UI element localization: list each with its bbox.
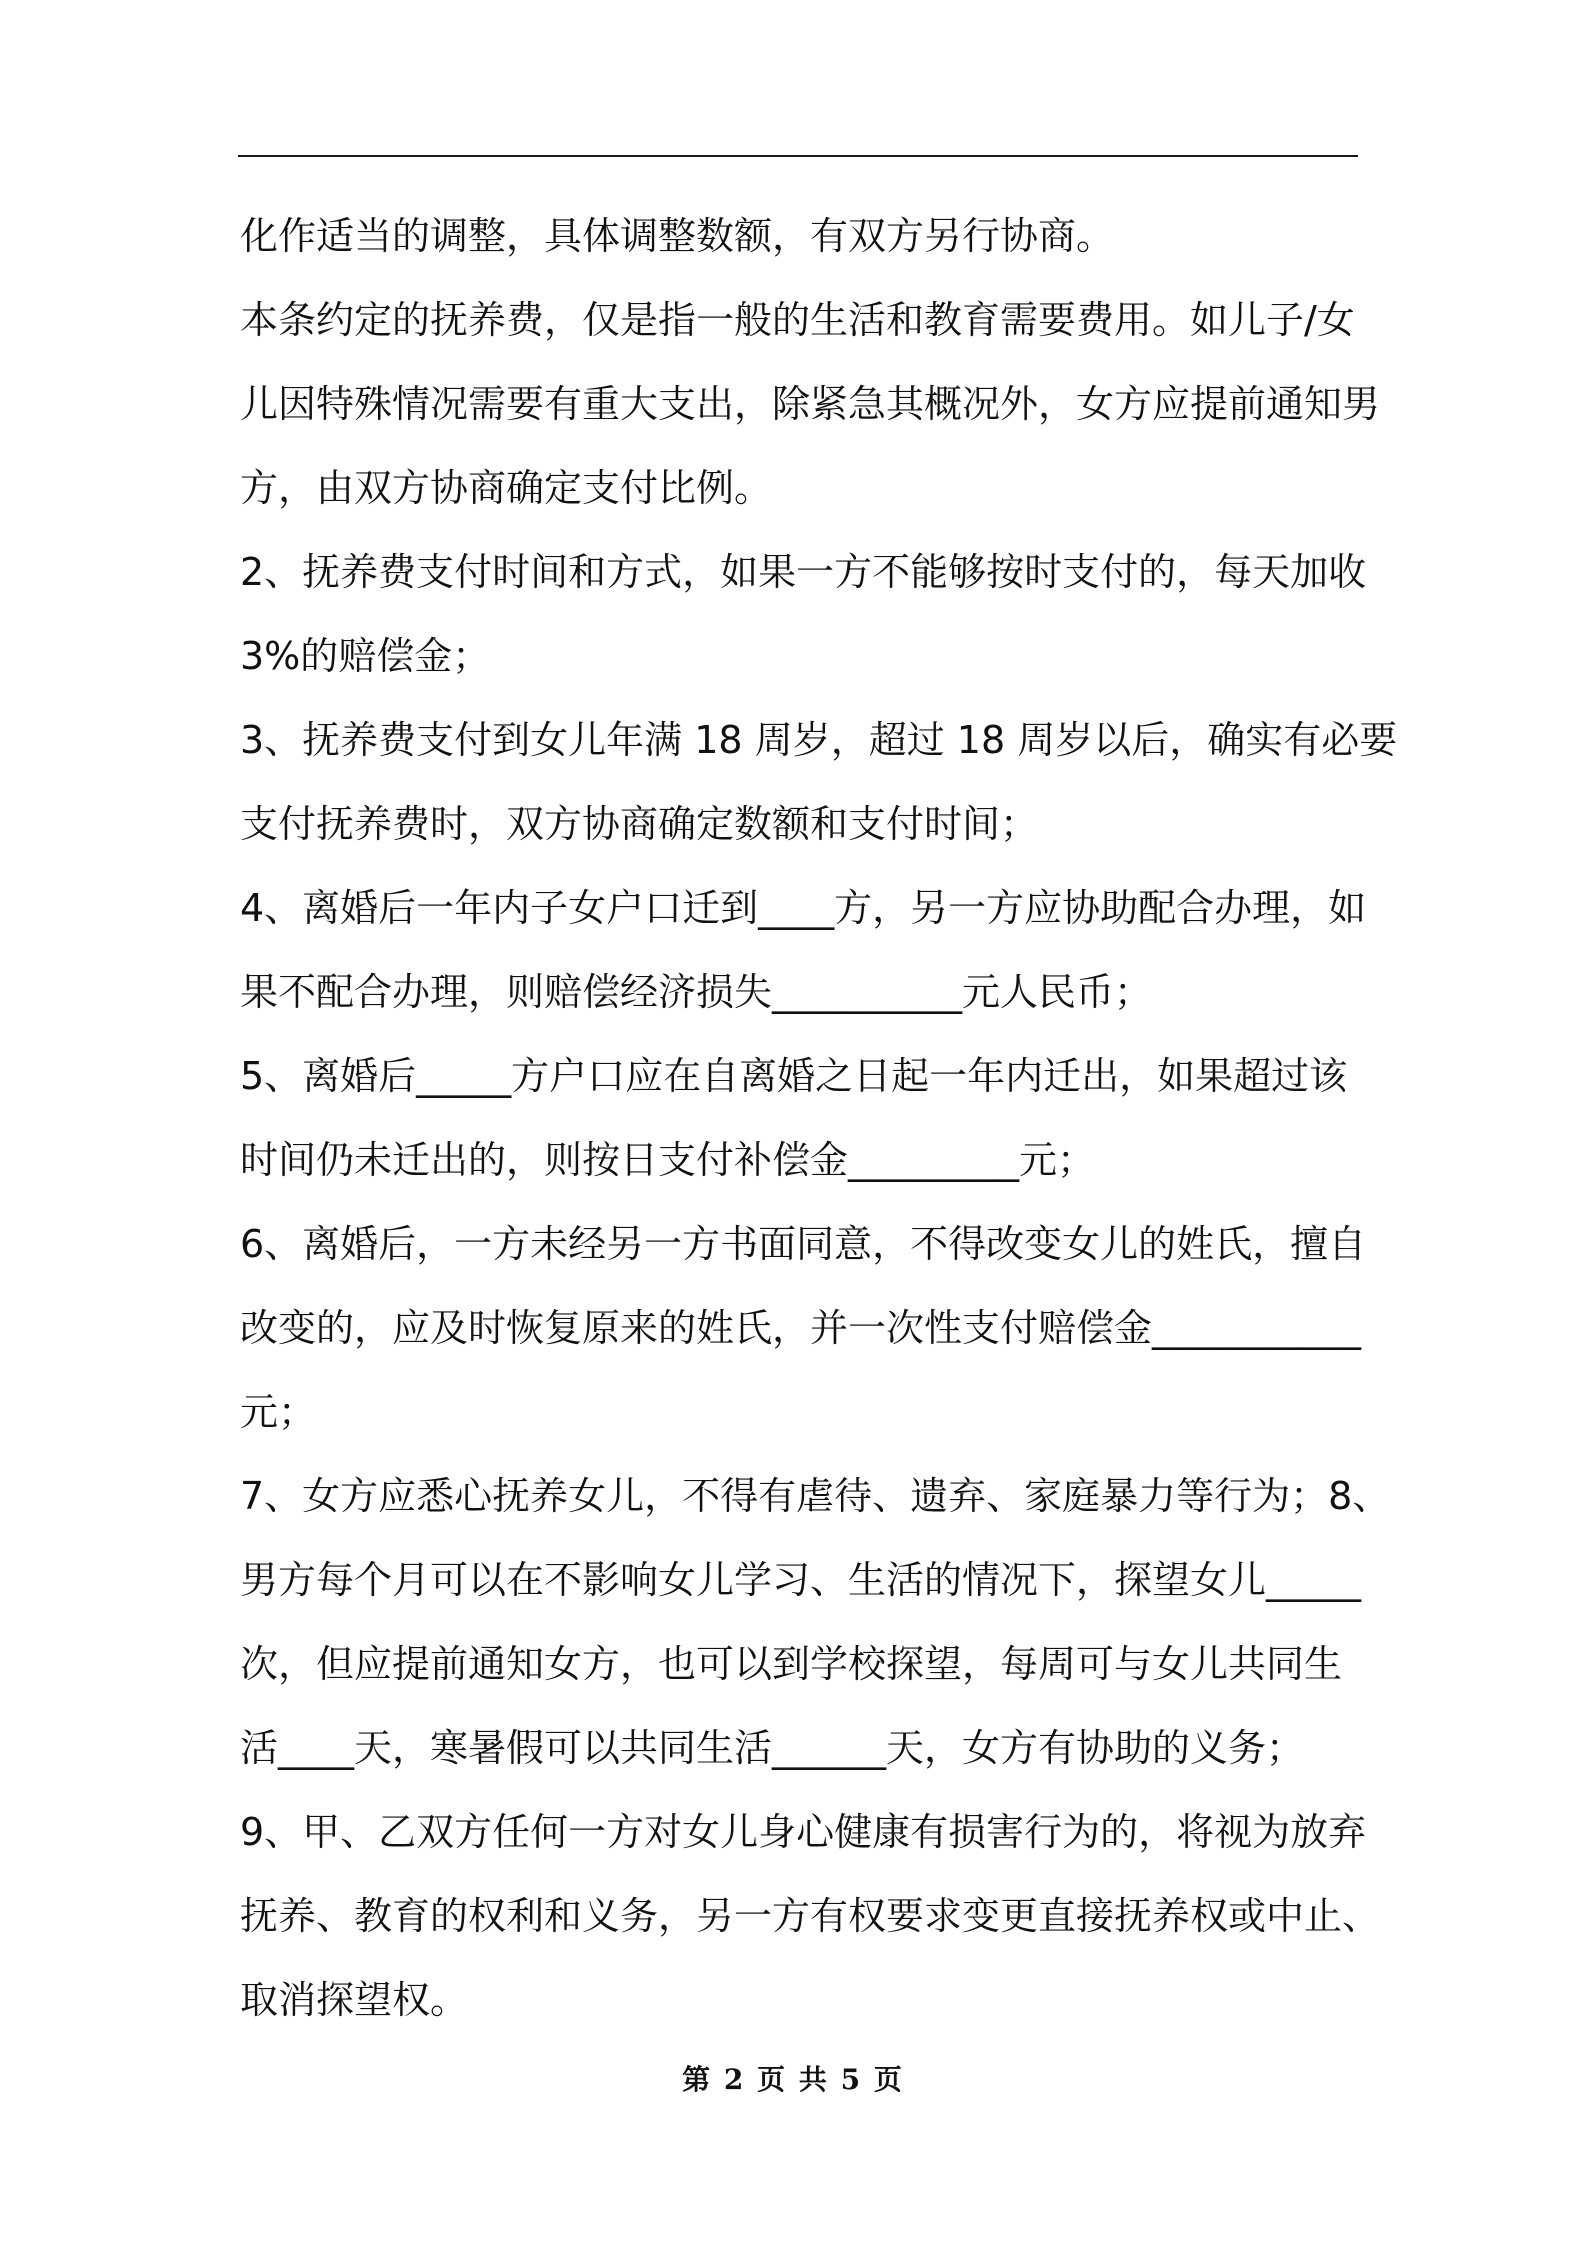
text-line: 2、抚养费支付时间和方式，如果一方不能够按时支付的，每天加收: [240, 550, 1367, 594]
text-line: 时间仍未迁出的，则按日支付补偿金_________元；: [240, 1138, 1096, 1182]
text-line: 改变的，应及时恢复原来的姓氏，并一次性支付赔偿金___________: [240, 1306, 1362, 1350]
text-line: 4、离婚后一年内子女户口迁到____方，另一方应协助配合办理，如: [240, 886, 1367, 930]
text-line: 活____天，寒暑假可以共同生活______天，女方有协助的义务；: [240, 1726, 1305, 1770]
text-line: 7、女方应悉心抚养女儿，不得有虐待、遗弃、家庭暴力等行为；8、: [240, 1474, 1391, 1518]
text-line: 方，由双方协商确定支付比例。: [240, 466, 773, 510]
text-line: 次，但应提前通知女方，也可以到学校探望，每周可与女儿共同生: [240, 1642, 1343, 1686]
text-line: 化作适当的调整，具体调整数额，有双方另行协商。: [240, 214, 1115, 258]
text-line: 本条约定的抚养费，仅是指一般的生活和教育需要费用。如儿子/女: [240, 298, 1355, 342]
header-rule: [238, 155, 1358, 157]
text-line: 6、离婚后，一方未经另一方书面同意，不得改变女儿的姓氏，擅自: [240, 1222, 1367, 1266]
page-number-footer: 第 2 页 共 5 页: [682, 2063, 904, 2096]
text-line: 支付抚养费时，双方协商确定数额和支付时间；: [240, 802, 1039, 846]
text-line: 3%的赔偿金；: [240, 634, 491, 678]
text-line: 9、甲、乙双方任何一方对女儿身心健康有损害行为的，将视为放弃: [240, 1810, 1367, 1854]
text-line: 3、抚养费支付到女儿年满 18 周岁，超过 18 周岁以后，确实有必要: [240, 718, 1398, 762]
text-line: 儿因特殊情况需要有重大支出，除紧急其概况外，女方应提前通知男: [240, 382, 1381, 426]
text-line: 抚养、教育的权利和义务，另一方有权要求变更直接抚养权或中止、: [240, 1894, 1381, 1938]
text-line: 5、离婚后_____方户口应在自离婚之日起一年内迁出，如果超过该: [240, 1054, 1348, 1098]
text-line: 男方每个月可以在不影响女儿学习、生活的情况下，探望女儿_____: [240, 1558, 1362, 1602]
text-line: 元；: [240, 1390, 317, 1434]
text-line: 果不配合办理，则赔偿经济损失__________元人民币；: [240, 970, 1153, 1014]
document-body: [240, 194, 1398, 2042]
text-line: 取消探望权。: [240, 1978, 469, 2022]
